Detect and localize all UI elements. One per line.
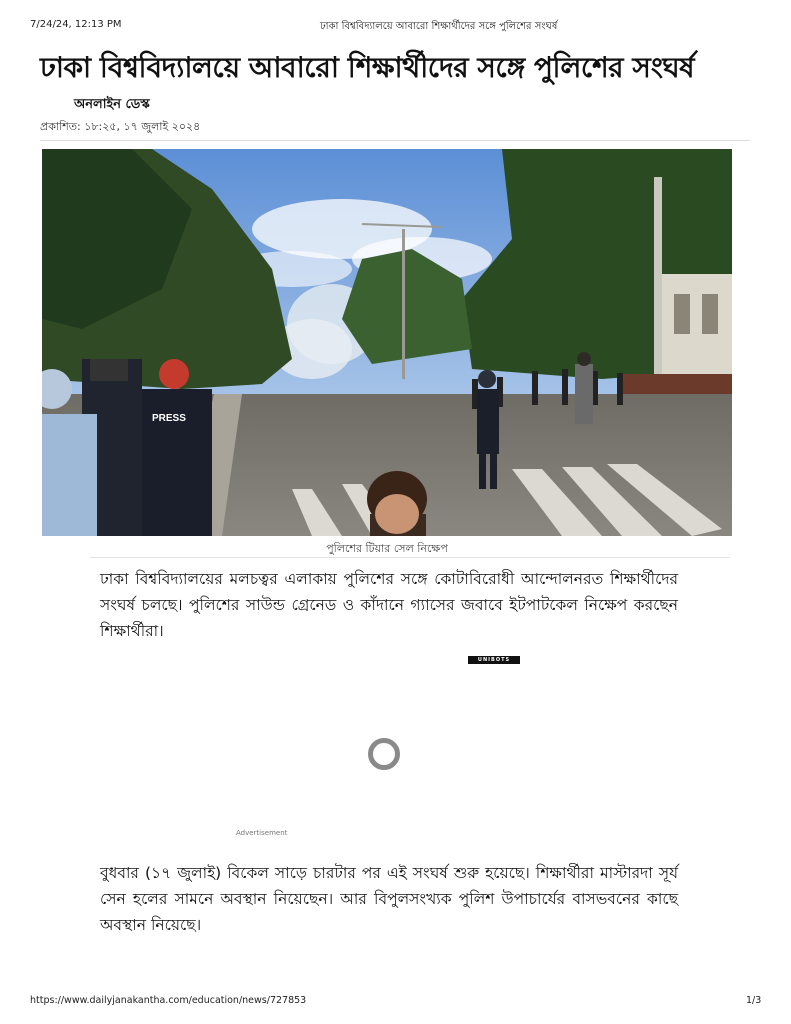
divider bbox=[40, 140, 750, 141]
article-paragraph-2: বুধবার (১৭ জুলাই) বিকেল সাড়ে চারটার পর এই সংঘর্ষ শুরু হয়েছে। শিক্ষার্থীরা মাস্টারদা সূর্য সেন হলের সামনে অবস্থান নিয়েছেন। আর বিপুলসংখ্যক পুলিশ উপাচার্যের বাসভবনের কাছে অবস্থান নিয়েছে। bbox=[100, 864, 678, 934]
article-paragraph-1: ঢাকা বিশ্ববিদ্যালয়ের মলচত্বর এলাকায় পুলিশের সঙ্গে কোটাবিরোধী আন্দোলনরত শিক্ষার্থীদের সংঘর্ষ চলছে। পুলিশের সাউন্ড গ্রেনেড ও কাঁদানে গ্যাসের জবাবে ইটপাটকেল নিক্ষেপ করছেন শিক্ষার্থীরা। bbox=[100, 570, 678, 640]
article-headline: ঢাকা বিশ্ববিদ্যালয়ে আবারো শিক্ষার্থীদের সঙ্গে পুলিশের সংঘর্ষ bbox=[40, 51, 695, 84]
print-page-number: 1/3 bbox=[746, 995, 762, 1006]
image-caption: পুলিশের টিয়ার সেল নিক্ষেপ bbox=[326, 542, 448, 555]
ad-brand-logo[interactable]: UNIBOTS bbox=[468, 656, 520, 664]
print-page-title: ঢাকা বিশ্ববিদ্যালয়ে আবারো শিক্ষার্থীদের সঙ্গে পুলিশের সংঘর্ষ bbox=[320, 21, 558, 32]
divider bbox=[90, 557, 730, 558]
advertisement-label: Advertisement bbox=[236, 829, 288, 837]
loading-spinner-icon bbox=[368, 738, 400, 770]
published-date: প্রকাশিত: ১৮:২৫, ১৭ জুলাই ২০২৪ bbox=[40, 120, 201, 133]
article-author[interactable]: অনলাইন ডেস্ক bbox=[74, 97, 150, 112]
press-vest-text: PRESS bbox=[152, 413, 186, 424]
print-footer-url[interactable]: https://www.dailyjanakantha.com/education/news/727853 bbox=[30, 995, 307, 1006]
article-photo bbox=[42, 149, 732, 536]
print-datetime: 7/24/24, 12:13 PM bbox=[30, 19, 122, 30]
